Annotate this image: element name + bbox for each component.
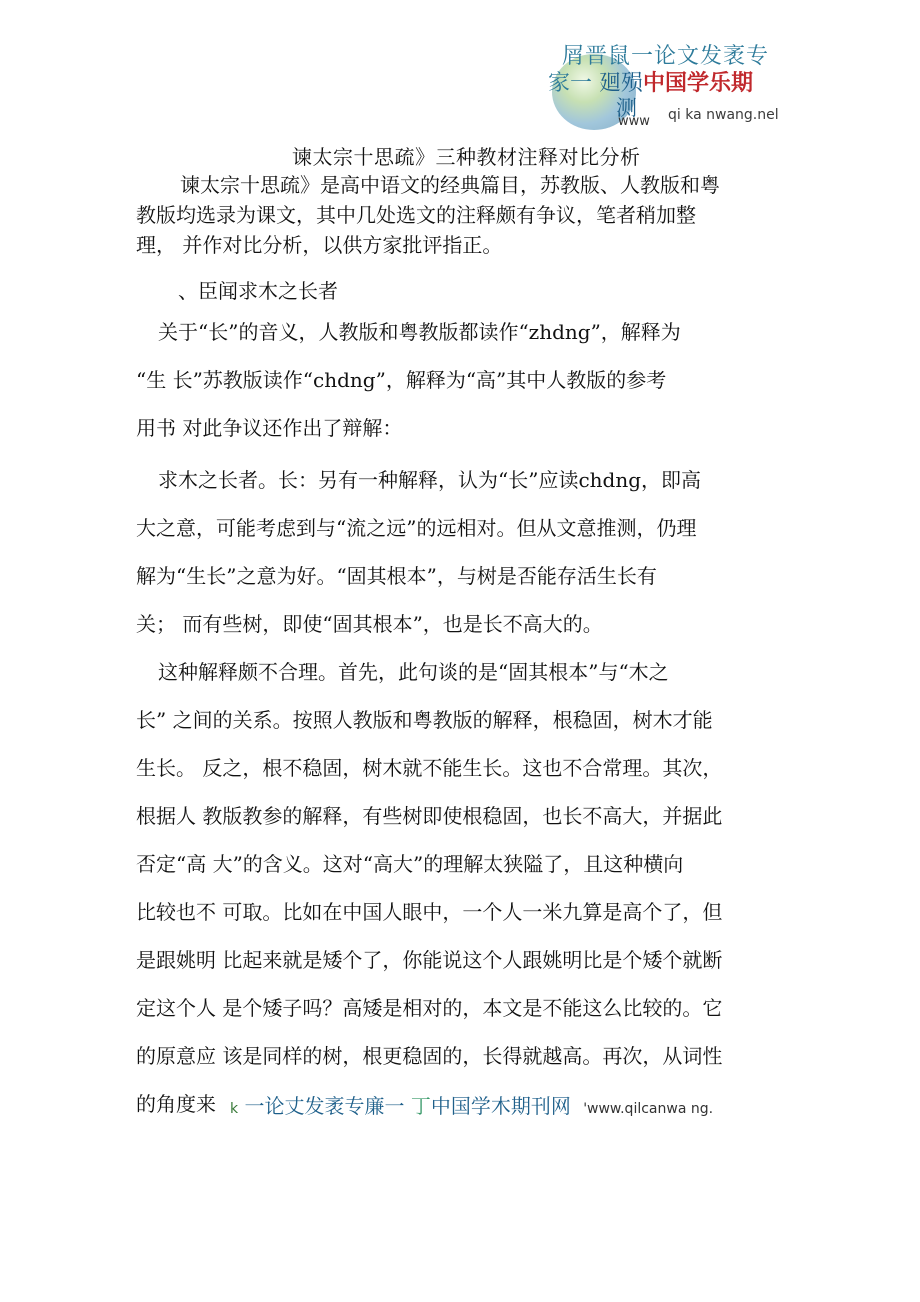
- watermark-line-1: 屑晋鼠一论文发袤专: [562, 44, 770, 69]
- intro-paragraph: [136, 170, 776, 260]
- body-line: 的角度来: [136, 1092, 216, 1116]
- watermark-www: www: [618, 114, 650, 129]
- intro-line: 谏太宗十思疏》是高中语文的经典篇目，苏教版、人教版和粤: [180, 173, 720, 197]
- body-line: 解为“生长”之意为好。“固其根本”，与树是否能存活生长有: [136, 564, 657, 588]
- body-line: 关； 而有些树，即使“固其根本”，也是长不高大的。: [136, 612, 603, 636]
- watermark-url: qi ka nwang.nel: [668, 107, 779, 123]
- watermark-line-2: 家一 廻殒中国学乐期: [548, 71, 754, 96]
- body-line: 的原意应 该是同样的树，根更稳固的，长得就越高。再次，从词性: [136, 1044, 723, 1068]
- body-line: “生 长”苏教版读作“chdng”，解释为“高”其中人教版的参考: [136, 368, 667, 392]
- body-line: 用书 对此争议还作出了辩解：: [136, 416, 403, 440]
- intro-line: 理， 并作对比分析，以供方家批评指正。: [136, 233, 503, 257]
- footer-watermark-url: 'www.qilcanwa ng.: [583, 1101, 714, 1117]
- body-line: 大之意，可能考虑到与“流之远”的远相对。但从文意推测，仍理: [136, 516, 697, 540]
- watermark-line-3: 测: [616, 96, 637, 120]
- body-line: 根据人 教版教参的解释，有些树即使根稳固，也长不高大，并据此: [136, 804, 723, 828]
- intro-line: 教版均选录为课文，其中几处选文的注释颇有争议，笔者稍加整: [136, 203, 696, 227]
- body-line: 求木之长者。长：另有一种解释，认为“长”应读chdng，即高: [158, 468, 702, 492]
- body-line: 关于“长”的音义，人教版和粤教版都读作“zhdng”，解释为: [158, 320, 681, 344]
- body-line: 否定“高 大”的含义。这对“高大”的理解太狭隘了，且这种横向: [136, 852, 684, 876]
- body-line: 比较也不 可取。比如在中国人眼中，一个人一米九算是高个了，但: [136, 900, 723, 924]
- body-line: 这种解释颇不合理。首先，此句谈的是“固其根本”与“木之: [158, 660, 669, 684]
- body-line: 生长。 反之，根不稳固，树木就不能生长。这也不合常理。其次，: [136, 756, 723, 780]
- footer-watermark: k 一论丈发袤专廉一 丁中国学木期刊网 'www.qilcanwa ng.: [230, 1094, 714, 1118]
- body-line: 定这个人 是个矮子吗？高矮是相对的，本文是不能这么比较的。它: [136, 996, 723, 1020]
- section-heading: 、臣闻求木之长者: [178, 279, 338, 303]
- body-line: 是跟姚明 比起来就是矮个了，你能说这个人跟姚明比是个矮个就断: [136, 948, 723, 972]
- article-title: 谏太宗十思疏》三种教材注释对比分析: [292, 145, 641, 169]
- body-line: 长” 之间的关系。按照人教版和粤教版的解释，根稳固，树木才能: [136, 708, 713, 732]
- watermark-logo: [548, 46, 778, 128]
